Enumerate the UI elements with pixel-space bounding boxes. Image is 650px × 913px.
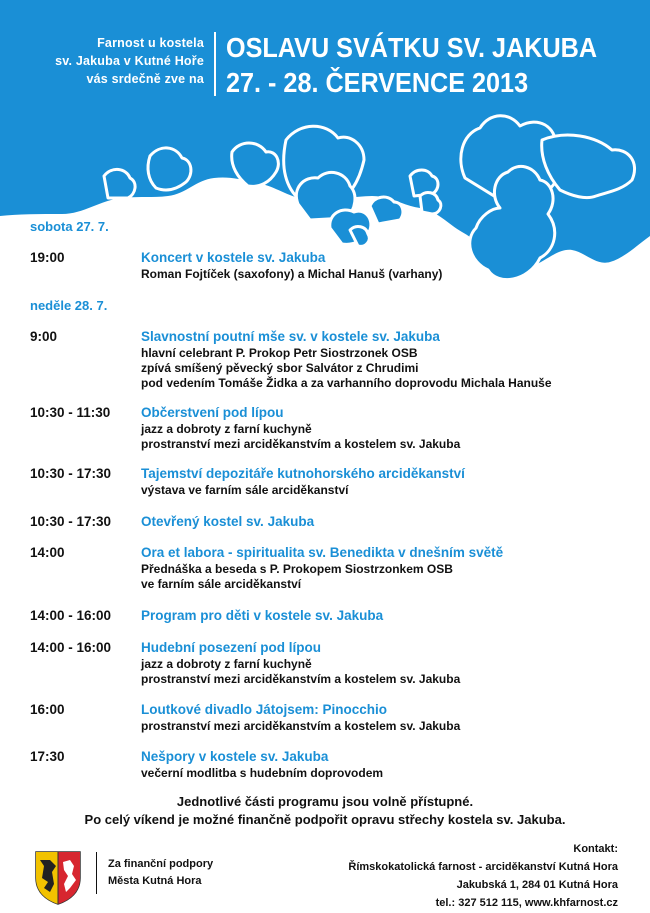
event-detail: prostranství mezi arciděkanstvím a kostelem sv. Jakuba — [141, 719, 461, 733]
event-time: 10:30 - 17:30 — [30, 514, 112, 529]
inviter-line-1: Farnost u kostela — [97, 36, 204, 50]
event-title: Hudební posezení pod lípou — [141, 640, 321, 655]
event-title: Nešpory v kostele sv. Jakuba — [141, 749, 329, 764]
inviter-line-2: sv. Jakuba v Kutné Hoře — [55, 54, 204, 68]
inviter-line-3: vás srdečně zve na — [86, 72, 204, 86]
event-title: Slavnostní poutní mše sv. v kostele sv. Jakuba — [141, 329, 440, 344]
event-detail: večerní modlitba s hudebním doprovodem — [141, 766, 384, 780]
event-time: 14:00 - 16:00 — [30, 640, 112, 655]
event-detail: ve farním sále arciděkanství — [141, 577, 302, 591]
donation-note: Po celý víkend je možné finančně podpořit opravu střechy kostela sv. Jakuba. — [84, 812, 566, 827]
event-detail: jazz a dobroty z farní kuchyně — [141, 657, 312, 671]
day-label-sunday: neděle 28. 7. — [30, 298, 108, 313]
footer-divider — [96, 852, 97, 894]
support-line-2: Města Kutná Hora — [108, 875, 202, 887]
title-line-1: OSLAVU SVÁTKU SV. JAKUBA — [226, 32, 598, 63]
event-detail: zpívá smíšený pěvecký sbor Salvátor z Chrudimi — [141, 361, 419, 375]
event-detail: prostranství mezi arciděkanstvím a kostelem sv. Jakuba — [141, 672, 461, 686]
event-title: Tajemství depozitáře kutnohorského arciděkanství — [141, 466, 465, 481]
contact-phone-web: tel.: 327 512 115, www.khfarnost.cz — [435, 897, 618, 909]
event-title: Loutkové divadlo Játojsem: Pinocchio — [141, 702, 388, 717]
event-detail: Roman Fojtíček (saxofony) a Michal Hanuš (varhany) — [141, 267, 443, 281]
support-line-1: Za finanční podpory — [108, 858, 214, 870]
event-time: 16:00 — [30, 702, 65, 717]
support-text — [108, 856, 213, 890]
invitation-text — [14, 34, 204, 88]
event-time: 9:00 — [30, 329, 58, 344]
event-title: Otevřený kostel sv. Jakuba — [141, 514, 315, 529]
title-line-2: 27. - 28. ČERVENCE 2013 — [226, 67, 529, 98]
town-coat-of-arms-icon — [30, 848, 86, 906]
contact-heading: Kontakt: — [573, 843, 618, 855]
event-title: Občerstvení pod lípou — [141, 405, 284, 420]
event-time: 10:30 - 11:30 — [30, 405, 111, 420]
event-detail: hlavní celebrant P. Prokop Petr Siostrzonek OSB — [141, 346, 418, 360]
event-detail: prostranství mezi arciděkanstvím a kostelem sv. Jakuba — [141, 437, 461, 451]
event-title: Ora et labora - spiritualita sv. Benedikta v dnešním světě — [141, 545, 504, 560]
event-time: 14:00 - 16:00 — [30, 608, 112, 623]
poster-title — [226, 30, 604, 100]
contact-address: Jakubská 1, 284 01 Kutná Hora — [456, 879, 618, 891]
day-label-saturday: sobota 27. 7. — [30, 219, 109, 234]
event-time: 14:00 — [30, 545, 65, 560]
event-time: 17:30 — [30, 749, 65, 764]
header-divider — [214, 32, 216, 96]
event-detail: Přednáška a beseda s P. Prokopem Siostrzonkem OSB — [141, 562, 453, 576]
event-time: 19:00 — [30, 250, 65, 265]
event-detail: pod vedením Tomáše Židka a za varhanního doprovodu Michala Hanuše — [141, 376, 552, 390]
access-note: Jednotlivé části programu jsou volně přístupné. — [176, 794, 474, 809]
contact-organization: Římskokatolická farnost - arciděkanství Kutná Hora — [348, 861, 618, 873]
event-detail: výstava ve farním sále arciděkanství — [141, 483, 349, 497]
event-title: Koncert v kostele sv. Jakuba — [141, 250, 326, 265]
event-time: 10:30 - 17:30 — [30, 466, 112, 481]
event-title: Program pro děti v kostele sv. Jakuba — [141, 608, 384, 623]
contact-block — [348, 840, 618, 912]
event-detail: jazz a dobroty z farní kuchyně — [141, 422, 312, 436]
